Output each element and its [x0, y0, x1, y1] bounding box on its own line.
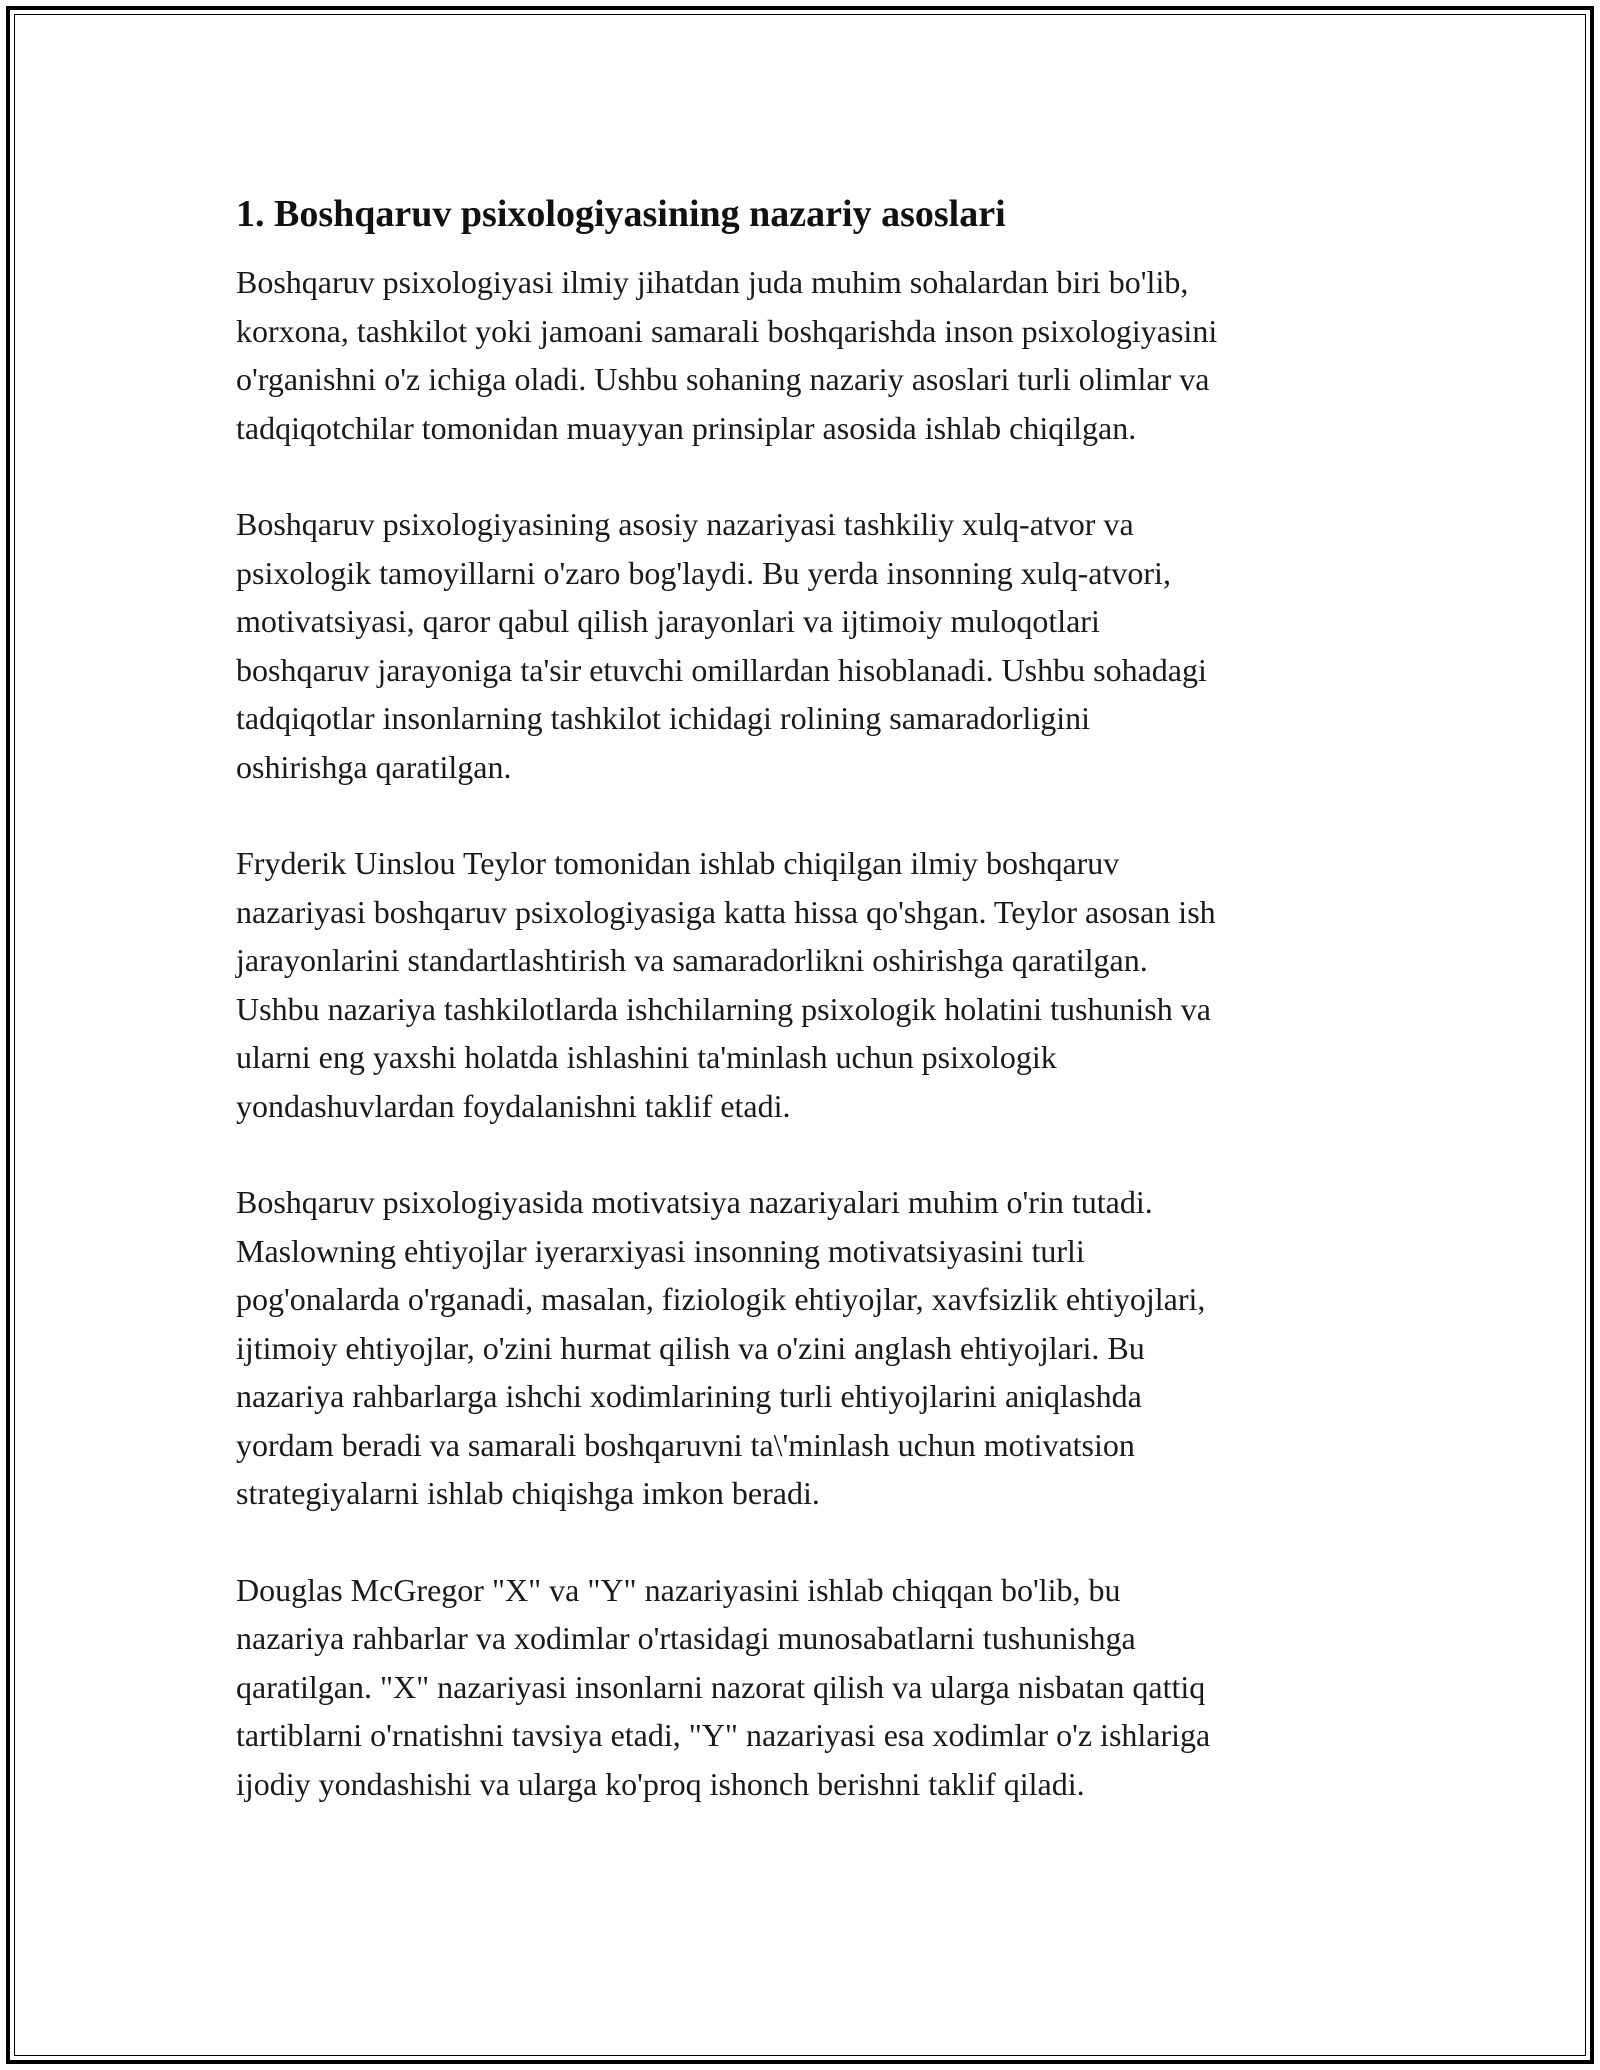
section-heading: 1. Boshqaruv psixologiyasining nazariy asoslari: [236, 193, 1006, 235]
paragraph-3: Fryderik Uinslou Teylor tomonidan ishlab chiqilgan ilmiy boshqaruv nazariyasi boshqaruv psixologiyasiga katta hissa qo'shgan. Teylor asosan ish jarayonlarini standartlashtirish va samaradorlikni oshirishga qaratilgan. Ushbu nazariya tashkilotlarda ishchilarning psixologik holatini tushunish va ularni eng yaxshi holatda ishlashini ta'minlash uchun psixologik yondashuvlardan foydalanishni taklif etadi.: [236, 845, 1216, 1124]
paragraph-5: Douglas McGregor "X" va "Y" nazariyasini ishlab chiqqan bo'lib, bu nazariya rahbarlar va xodimlar o'rtasidagi munosabatlarni tushunishga qaratilgan. "X" nazariyasi insonlarni nazorat qilish va ularga nisbatan qattiq tartiblarni o'rnatishni tavsiya etadi, "Y" nazariyasi esa xodimlar o'z ishlariga ijodiy yondashishi va ularga ko'proq ishonch berishni taklif qiladi.: [236, 1571, 1211, 1802]
paragraph-4: Boshqaruv psixologiyasida motivatsiya nazariyalari muhim o'rin tutadi. Maslowning ehtiyojlar iyerarxiyasi insonning motivatsiyasini turli pog'onalarda o'rganadi, masalan, fiziologik ehtiyojlar, xavfsizlik ehtiyojlari, ijtimoiy ehtiyojlar, o'zini hurmat qilish va o'zini anglash ehtiyojlari. Bu nazariya rahbarlarga ishchi xodimlarining turli ehtiyojlarini aniqlashda yordam beradi va samarali boshqaruvni ta\'minlash uchun motivatsion strategiyalarni ishlab chiqishga imkon beradi.: [236, 1184, 1206, 1511]
paragraph-2: Boshqaruv psixologiyasining asosiy nazariyasi tashkiliy xulq-atvor va psixologik tamoyillarni o'zaro bog'laydi. Bu yerda insonning xulq-atvori, motivatsiyasi, qaror qabul qilish jarayonlari va ijtimoiy muloqotlari boshqaruv jarayoniga ta'sir etuvchi omillardan hisoblanadi. Ushbu sohadagi tadqiqotlar insonlarning tashkilot ichidagi rolining samaradorligini oshirishga qaratilgan.: [236, 506, 1207, 785]
paragraph-1: Boshqaruv psixologiyasi ilmiy jihatdan juda muhim sohalardan biri bo'lib, korxona, tashkilot yoki jamoani samarali boshqarishda inson psixologiyasini o'rganishni o'z ichiga oladi. Ushbu sohaning nazariy asoslari turli olimlar va tadqiqotchilar tomonidan muayyan prinsiplar asosida ishlab chiqilgan.: [236, 264, 1218, 446]
document-content: [236, 186, 1396, 1856]
